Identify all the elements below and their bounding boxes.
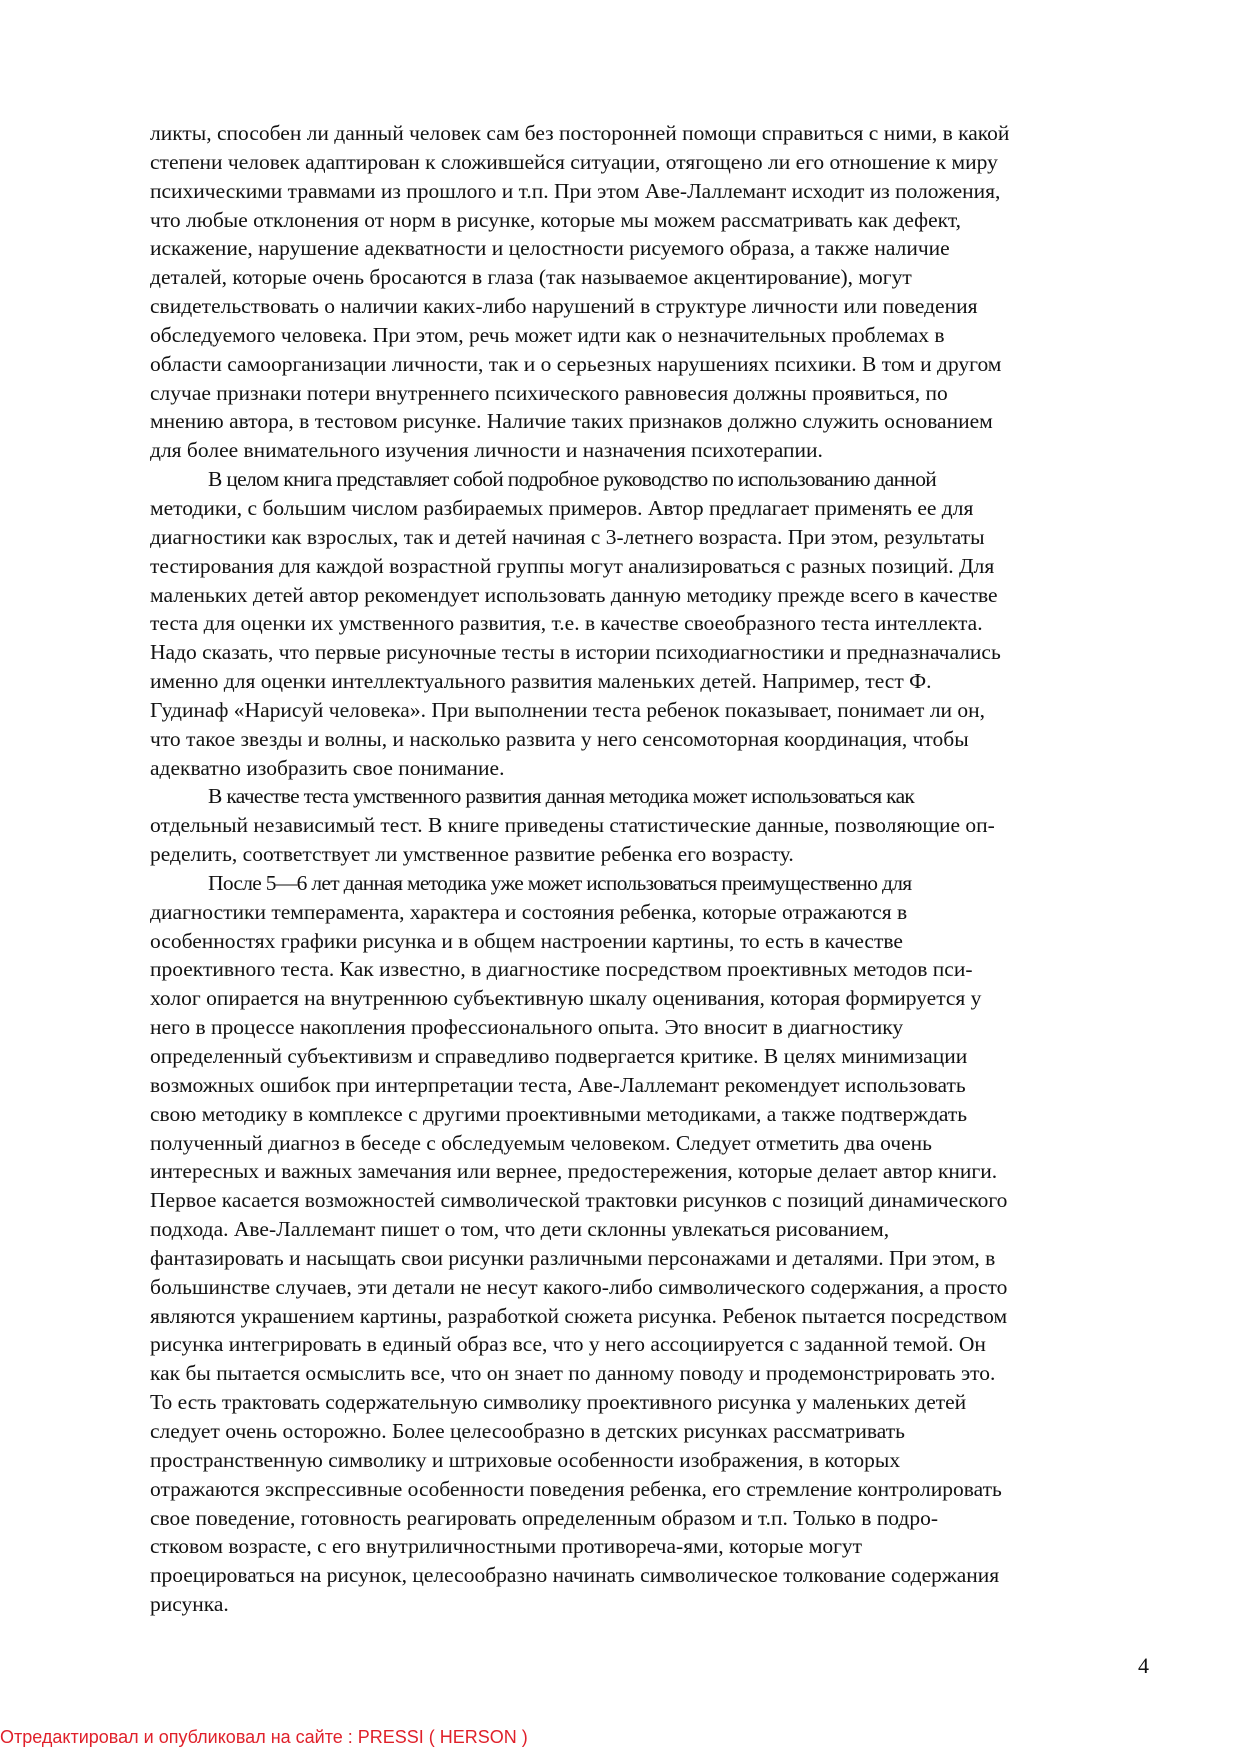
text-line: диагностики темперамента, характера и состояния ребенка, которые отражаются в	[150, 899, 908, 924]
text-line: После 5—6 лет данная методика уже может использоваться преимущественно для	[208, 870, 912, 895]
text-line: ределить, соответствует ли умственное развитие ребенка его возрасту.	[150, 842, 794, 867]
text-line: В целом книга представляет собой подробное руководство по использованию данной	[208, 467, 937, 492]
text-line: холог опирается на внутреннюю субъективную шкалу оценивания, которая формируется у	[150, 986, 982, 1011]
text-line: подхода. Аве-Лаллемант пишет о том, что дети склонны увлекаться рисованием,	[150, 1217, 890, 1242]
text-line: проецироваться на рисунок, целесообразно начинать символическое толкование содержания	[150, 1563, 1000, 1588]
text-line: деталей, которые очень бросаются в глаза (так называемое акцентирование), могут	[150, 265, 912, 290]
text-line: диагностики как взрослых, так и детей начиная с 3-летнего возраста. При этом, результаты	[150, 524, 985, 549]
page-number: 4	[1138, 1653, 1149, 1678]
text-line: маленьких детей автор рекомендует использовать данную методику прежде всего в качестве	[150, 582, 998, 607]
text-line: что такое звезды и волны, и насколько развита у него сенсомоторная координация, чтобы	[150, 726, 969, 751]
text-line: как бы пытается осмыслить все, что он знает по данному поводу и продемонстрировать это.	[150, 1361, 996, 1386]
text-line: То есть трактовать содержательную символику проективного рисунка у маленьких детей	[150, 1390, 967, 1415]
text-line: Надо сказать, что первые рисуночные тесты в истории психодиагностики и предназначались	[150, 640, 1001, 665]
text-line: для более внимательного изучения личности и назначения психотерапии.	[150, 438, 823, 463]
text-line: степени человек адаптирован к сложившейся ситуации, отягощено ли его отношение к миру	[150, 149, 998, 174]
text-line: случае признаки потери внутреннего психического равновесия должны проявиться, по	[150, 380, 948, 405]
text-line: тестирования для каждой возрастной группы могут анализироваться с разных позиций. Для	[150, 553, 995, 578]
text-line: свидетельствовать о наличии каких-либо нарушений в структуре личности или поведения	[150, 294, 978, 319]
text-line: адекватно изобразить свое понимание.	[150, 755, 505, 780]
footer-publisher-note: Отредактировал и опубликовал на сайте : PRESSI ( HERSON )	[0, 1727, 528, 1747]
text-line: интересных и важных замечания или вернее, предостережения, которые делает автор книги.	[150, 1159, 998, 1184]
text-line: отражаются экспрессивные особенности поведения ребенка, его стремление контролировать	[150, 1476, 1002, 1501]
text-line: мнению автора, в тестовом рисунке. Наличие таких признаков должно служить основанием	[150, 409, 993, 434]
text-line: теста для оценки их умственного развития, т.е. в качестве своеобразного теста интеллекта.	[150, 611, 983, 636]
text-line: свое поведение, готовность реагировать определенным образом и т.п. Только в подро-	[150, 1505, 939, 1530]
text-line: Гудинаф «Нарисуй человека». При выполнении теста ребенок показывает, понимает ли он,	[150, 697, 986, 722]
text-line: рисунка.	[150, 1592, 229, 1617]
text-line: особенностях графики рисунка и в общем настроении картины, то есть в качестве	[150, 928, 903, 953]
text-line: являются украшением картины, разработкой сюжета рисунка. Ребенок пытается посредством	[150, 1303, 1008, 1328]
text-line: что любые отклонения от норм в рисунке, которые мы можем рассматривать как дефект,	[150, 207, 961, 232]
text-line: Первое касается возможностей символической трактовки рисунков с позиций динамического	[150, 1188, 1008, 1213]
text-line: отдельный независимый тест. В книге приведены статистические данные, позволяющие оп-	[150, 813, 995, 838]
text-line: В качестве теста умственного развития данная методика может использоваться как	[208, 784, 915, 809]
text-line: возможных ошибок при интерпретации теста, Аве-Лаллемант рекомендует использовать	[150, 1072, 966, 1097]
text-line: именно для оценки интеллектуального развития маленьких детей. Например, тест Ф.	[150, 669, 932, 694]
text-line: области самоорганизации личности, так и о серьезных нарушениях психики. В том и другом	[150, 351, 1002, 376]
text-line: пространственную символику и штриховые особенности изображения, в которых	[150, 1447, 901, 1472]
text-line: обследуемого человека. При этом, речь может идти как о незначительных проблемах в	[150, 322, 945, 347]
text-line: ликты, способен ли данный человек сам без посторонней помощи справиться с ними, в какой	[150, 121, 1010, 145]
text-line: полученный диагноз в беседе с обследуемым человеком. Следует отметить два очень	[150, 1130, 932, 1155]
page-body	[150, 119, 1160, 1619]
text-line: фантазировать и насыщать свои рисунки различными персонажами и деталями. При этом, в	[150, 1245, 996, 1270]
text-line: искажение, нарушение адекватности и целостности рисуемого образа, а также наличие	[150, 236, 950, 261]
text-line: свою методику в комплексе с другими проективными методиками, а также подтверждать	[150, 1101, 968, 1126]
text-line: методики, с большим числом разбираемых примеров. Автор предлагает применять ее для	[150, 495, 974, 520]
text-line: большинстве случаев, эти детали не несут какого-либо символического содержания, а просто	[150, 1274, 1008, 1299]
text-line: следует очень осторожно. Более целесообразно в детских рисунках рассматривать	[150, 1418, 905, 1443]
text-line: проективного теста. Как известно, в диагностике посредством проективных методов пси-	[150, 957, 973, 982]
text-line: стковом возрасте, с его внутриличностными противореча-ями, которые могут	[150, 1534, 863, 1559]
text-line: него в процессе накопления профессионального опыта. Это вносит в диагностику	[150, 1015, 904, 1040]
text-line: определенный субъективизм и справедливо подвергается критике. В целях минимизации	[150, 1044, 968, 1068]
text-line: психическими травмами из прошлого и т.п. При этом Аве-Лаллемант исходит из положения,	[150, 178, 1001, 203]
text-line: рисунка интегрировать в единый образ все, что у него ассоциируется с заданной темой. Он	[150, 1332, 986, 1357]
